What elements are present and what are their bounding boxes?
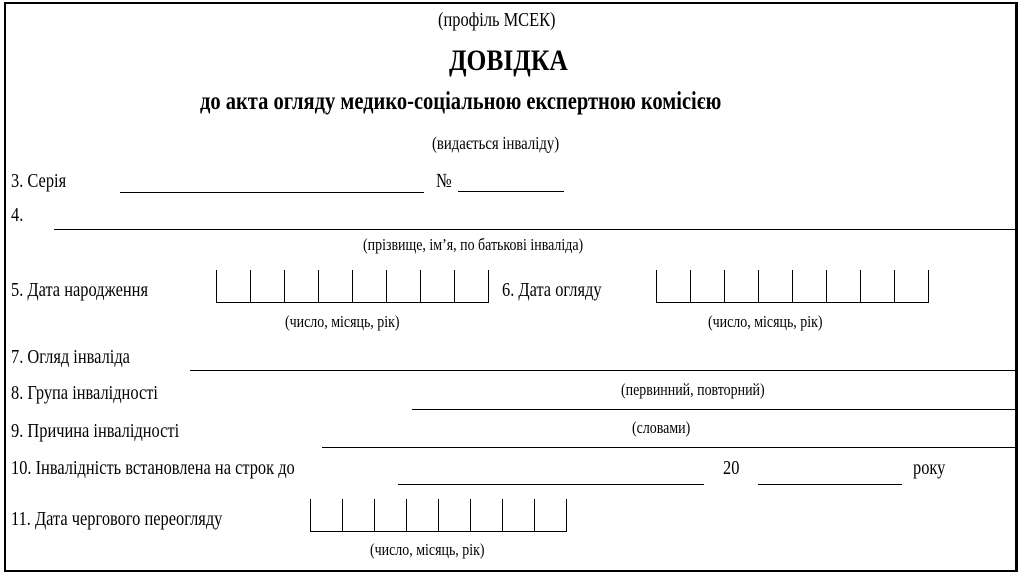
date-cell[interactable] [319,270,353,302]
profile-label: (профіль МСЕК) [438,9,556,31]
date-cell[interactable] [217,270,251,302]
exam-date-boxes[interactable] [656,270,929,303]
date-cell[interactable] [343,499,375,531]
date-cell[interactable] [691,270,725,302]
date-cell[interactable] [503,499,535,531]
date-cell[interactable] [387,270,421,302]
reexam-date-boxes[interactable] [310,499,567,532]
date-cell[interactable] [455,270,489,302]
birth-date-label: 5. Дата народження [11,279,149,301]
group-label: 8. Група інвалідності [11,382,158,404]
date-cell[interactable] [311,499,343,531]
exam-hint: (первинний, повторний) [621,380,765,399]
date-cell[interactable] [285,270,319,302]
date-cell[interactable] [793,270,827,302]
date-cell[interactable] [535,499,567,531]
date-cell[interactable] [353,270,387,302]
year-prefix: 20 [723,457,740,479]
date-cell[interactable] [725,270,759,302]
number-field[interactable] [458,191,564,192]
name-field[interactable] [54,229,1016,230]
date-cell[interactable] [827,270,861,302]
date-cell[interactable] [471,499,503,531]
term-label: 10. Інвалідність встановлена на строк до [11,457,295,479]
date-cell[interactable] [759,270,793,302]
group-hint: (словами) [632,418,691,437]
series-label: 3. Серія [11,170,67,192]
term-field[interactable] [398,484,704,485]
date-cell[interactable] [375,499,407,531]
date-cell[interactable] [657,270,691,302]
item4-label: 4. [11,204,24,226]
year-field[interactable] [758,484,902,485]
date-cell[interactable] [895,270,929,302]
number-label: № [436,170,452,192]
series-field[interactable] [120,192,424,193]
exam-date-hint: (число, місяць, рік) [708,312,823,331]
exam-field[interactable] [190,370,1016,371]
date-cell[interactable] [861,270,895,302]
birth-date-hint: (число, місяць, рік) [285,312,400,331]
date-cell[interactable] [251,270,285,302]
group-field[interactable] [412,409,1016,410]
reexam-hint: (число, місяць, рік) [370,540,485,559]
cause-field[interactable] [322,447,1016,448]
cause-label: 9. Причина інвалідності [11,420,180,442]
date-cell[interactable] [421,270,455,302]
form-title: ДОВІДКА [449,44,568,77]
issued-note: (видається інваліду) [432,133,560,153]
year-suffix: року [913,457,946,479]
reexam-label: 11. Дата чергового переогляду [11,508,223,530]
form-subtitle: до акта огляду медико-соціальною експертною комісією [200,88,722,115]
date-cell[interactable] [407,499,439,531]
exam-label: 7. Огляд інваліда [11,346,130,368]
exam-date-label: 6. Дата огляду [502,279,602,301]
birth-date-boxes[interactable] [216,270,489,303]
name-hint: (прізвище, ім’я, по батькові інваліда) [363,235,584,254]
date-cell[interactable] [439,499,471,531]
